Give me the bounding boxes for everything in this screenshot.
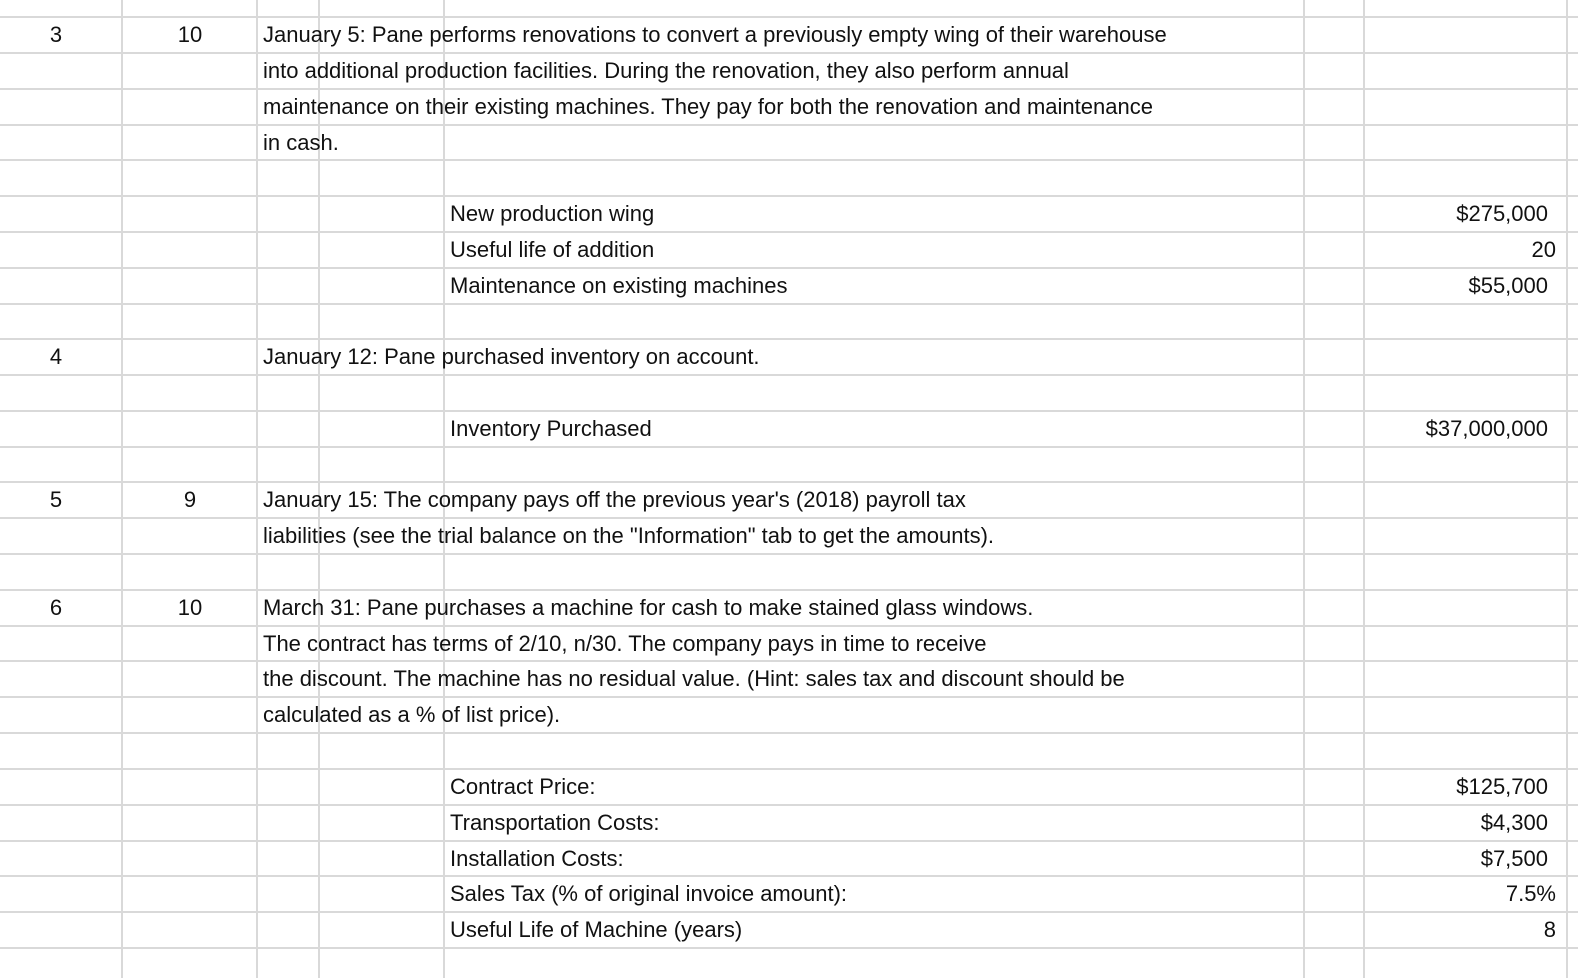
row-divider [0,947,1578,949]
column-divider [256,0,258,978]
row-divider [0,195,1578,197]
item-value[interactable]: 7.5% [1505,881,1556,906]
question-text-line[interactable]: calculated as a % of list price). [263,702,561,727]
item-label[interactable]: Maintenance on existing machines [450,273,788,298]
item-label[interactable]: Contract Price: [450,774,596,799]
question-text-line[interactable]: into additional production facilities. During the renovation, they also perform annual [263,58,1069,83]
row-divider [0,446,1578,448]
question-number[interactable]: 3 [49,22,63,47]
question-text-line[interactable]: January 5: Pane performs renovations to convert a previously empty wing of their warehouse [263,22,1167,47]
question-points[interactable]: 10 [177,22,203,47]
item-value[interactable]: $55,000 [1468,273,1548,298]
item-label[interactable]: Transportation Costs: [450,810,660,835]
column-divider [1363,0,1365,978]
row-divider [0,911,1578,913]
row-divider [0,231,1578,233]
item-value[interactable]: $275,000 [1456,201,1548,226]
question-text-line[interactable]: March 31: Pane purchases a machine for cash to make stained glass windows. [263,595,1034,620]
row-divider [0,553,1578,555]
question-text-line[interactable]: The contract has terms of 2/10, n/30. The company pays in time to receive [263,631,987,656]
row-divider [0,410,1578,412]
row-divider [0,124,1578,126]
item-value[interactable]: $4,300 [1480,810,1548,835]
row-divider [0,696,1578,698]
question-number[interactable]: 6 [49,595,63,620]
question-text-line[interactable]: in cash. [263,130,339,155]
item-value[interactable]: $37,000,000 [1425,416,1548,441]
question-text-line[interactable]: liabilities (see the trial balance on the "Information" tab to get the amounts). [263,523,995,548]
row-divider [0,732,1578,734]
row-divider [0,303,1578,305]
item-value[interactable]: 8 [1543,917,1556,942]
question-number[interactable]: 4 [49,344,63,369]
item-label[interactable]: Useful Life of Machine (years) [450,917,743,942]
item-label[interactable]: Installation Costs: [450,846,624,871]
item-value[interactable]: $7,500 [1480,846,1548,871]
column-divider [1566,0,1568,978]
item-value[interactable]: 20 [1531,237,1556,262]
item-label[interactable]: Useful life of addition [450,237,655,262]
column-divider [121,0,123,978]
row-divider [0,267,1578,269]
row-divider [0,159,1578,161]
row-divider [0,840,1578,842]
question-text-line[interactable]: January 12: Pane purchased inventory on account. [263,344,760,369]
question-points[interactable]: 10 [177,595,203,620]
item-label[interactable]: New production wing [450,201,655,226]
row-divider [0,768,1578,770]
item-label[interactable]: Inventory Purchased [450,416,652,441]
question-text-line[interactable]: maintenance on their existing machines. They pay for both the renovation and maintenance [263,94,1153,119]
row-divider [0,374,1578,376]
item-label[interactable]: Sales Tax (% of original invoice amount): [450,881,848,906]
question-number[interactable]: 5 [49,487,63,512]
row-divider [0,804,1578,806]
question-points[interactable]: 9 [183,487,197,512]
row-divider [0,338,1578,340]
column-divider [1303,0,1305,978]
question-text-line[interactable]: the discount. The machine has no residual value. (Hint: sales tax and discount should be [263,666,1125,691]
question-text-line[interactable]: January 15: The company pays off the previous year's (2018) payroll tax [263,487,966,512]
item-value[interactable]: $125,700 [1456,774,1548,799]
